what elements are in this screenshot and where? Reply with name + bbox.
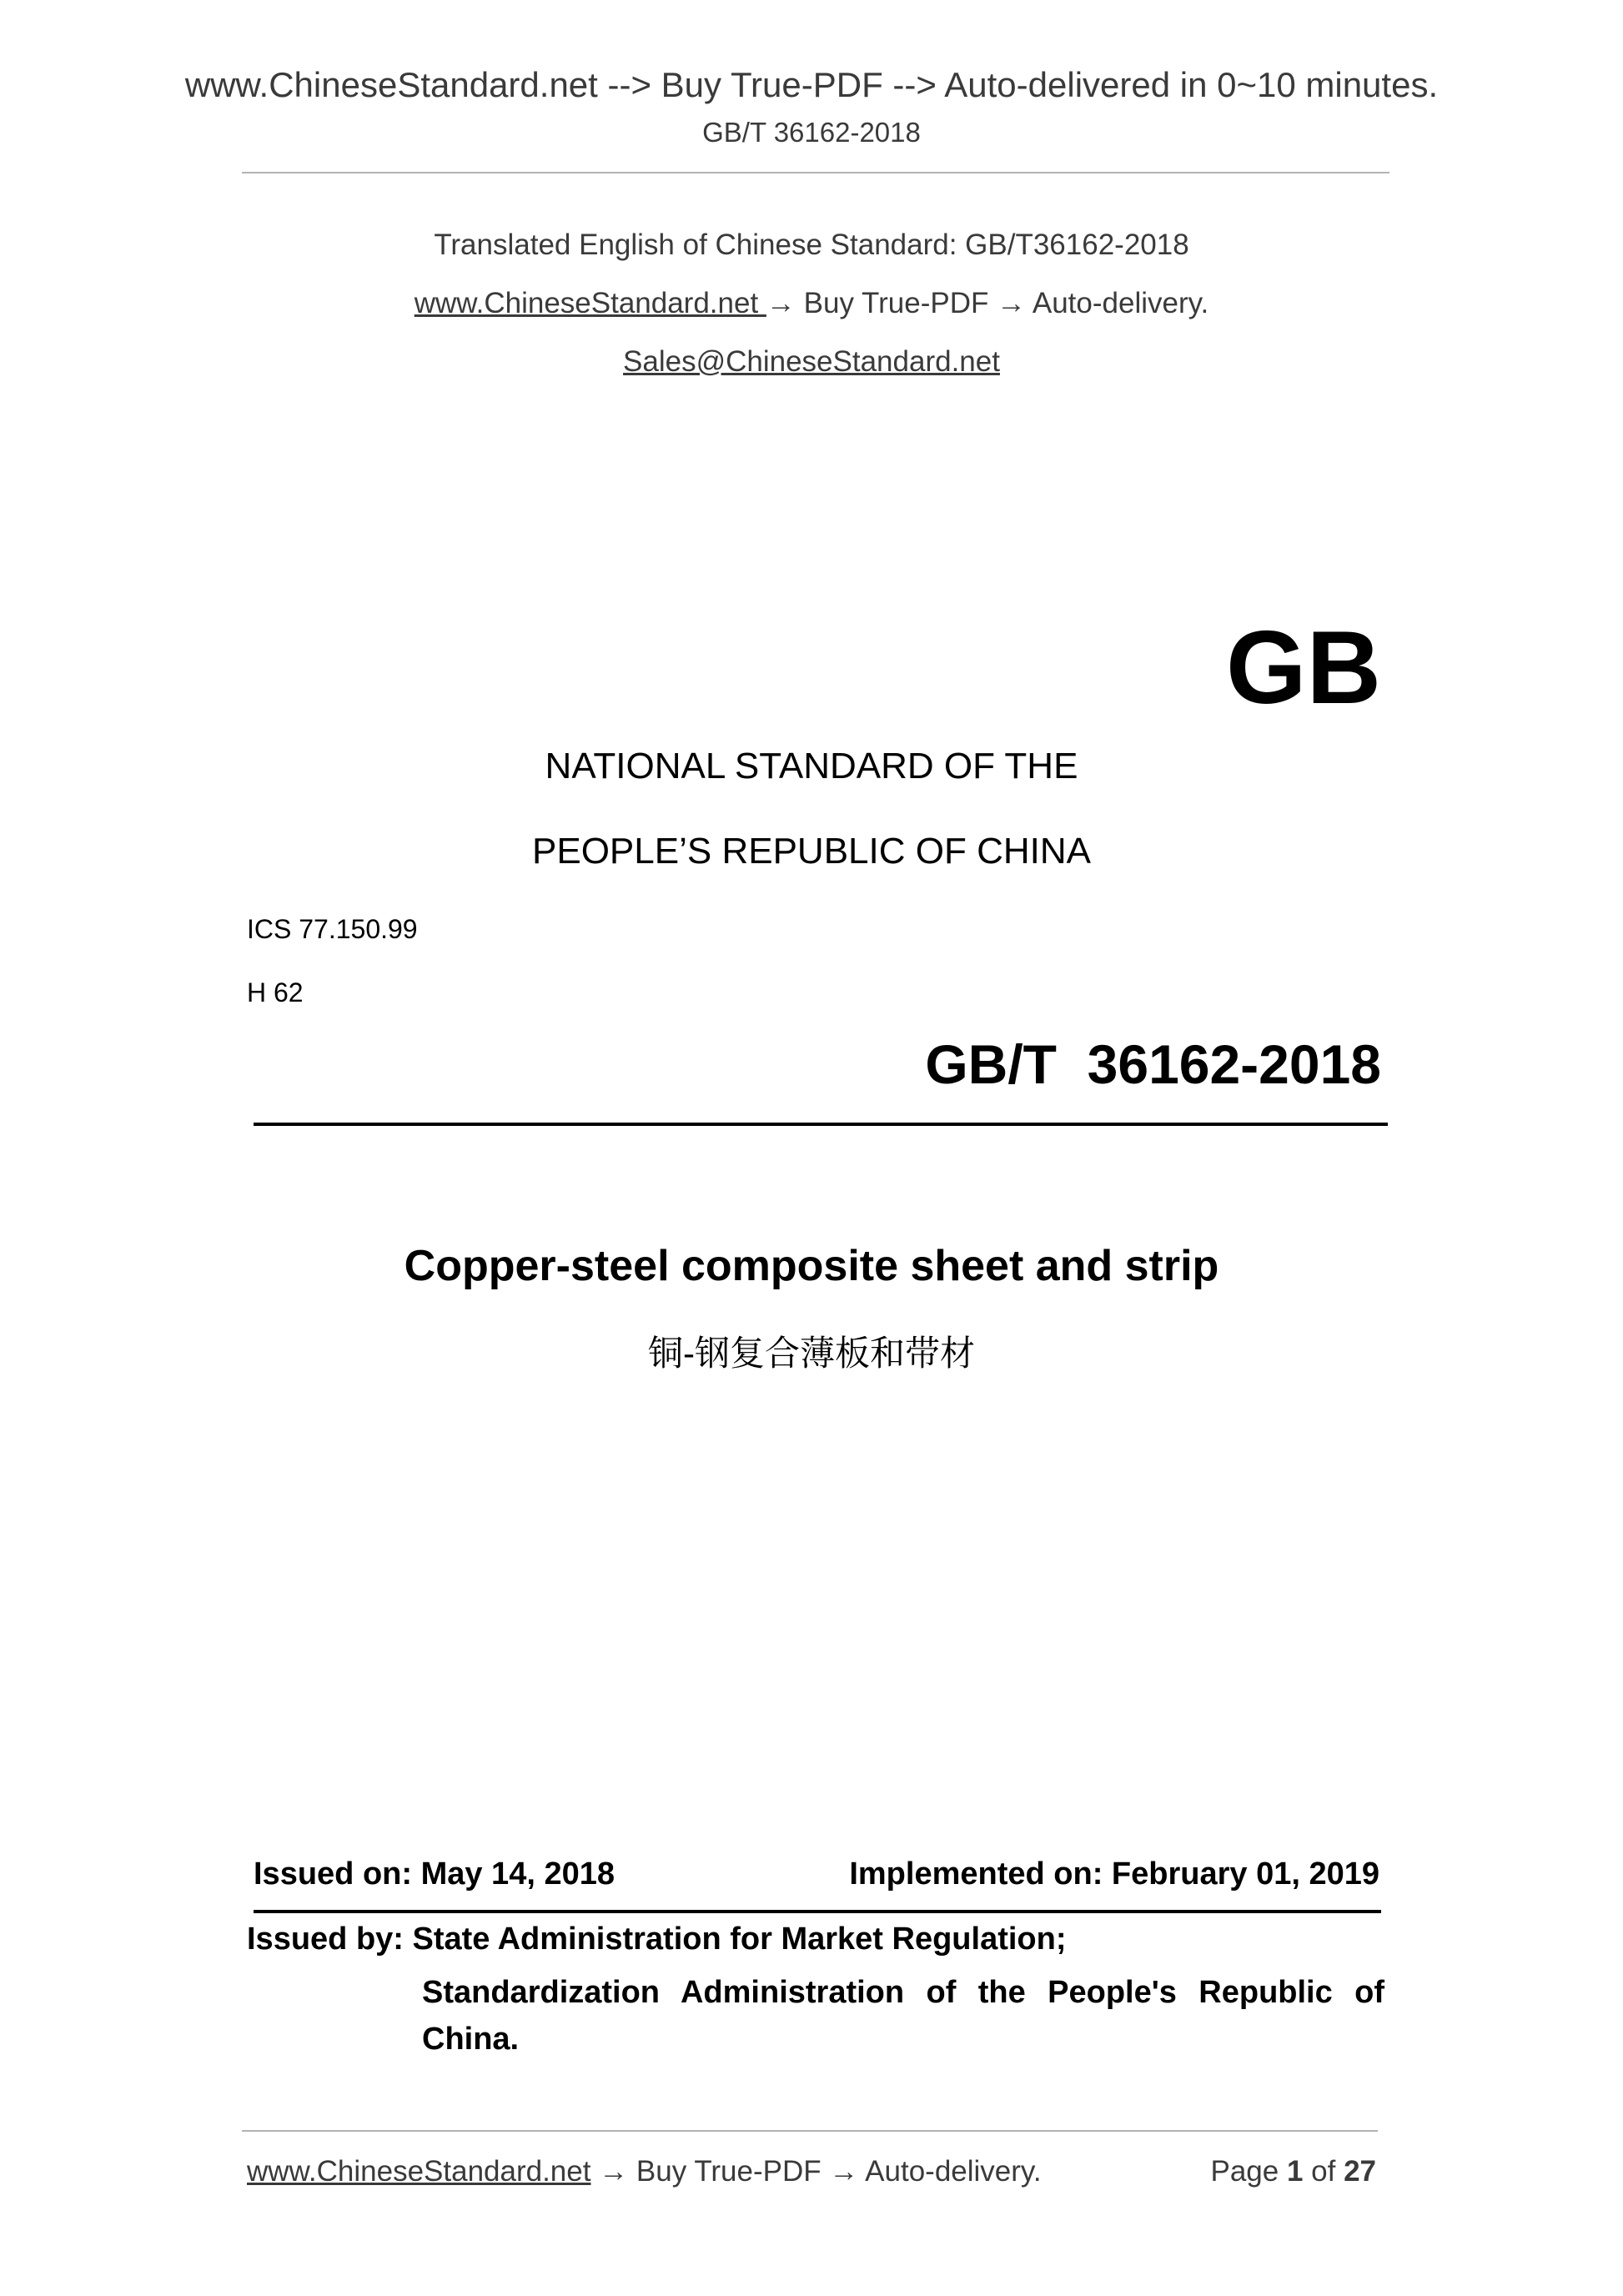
page-current: 1: [1286, 2155, 1304, 2188]
document-title-en: Copper-steel composite sheet and strip: [404, 1242, 1219, 1290]
translated-notice: Translated English of Chinese Standard: GB/T36162-2018: [434, 229, 1189, 261]
title-divider: [254, 1123, 1388, 1126]
top-banner: www.ChineseStandard.net --> Buy True-PDF --> Auto-delivered in 0~10 minutes.: [184, 65, 1439, 104]
site-link[interactable]: www.ChineseStandard.net: [414, 287, 766, 319]
header-divider: [242, 172, 1389, 173]
standard-number: GB/T 36162-2018: [925, 1033, 1381, 1095]
issued-by-second-authority: Standardization Administration of the People's Republic of: [422, 1975, 1384, 2010]
footer-delivery-text: Auto-delivery.: [858, 2155, 1042, 2188]
issued-by: Issued by: State Administration for Market Regulation;: [247, 1922, 1067, 1957]
footer-promo: [247, 2155, 1042, 2188]
h-code: H 62: [247, 977, 304, 1007]
ics-code: ICS 77.150.99: [247, 914, 418, 944]
implemented-on: Implemented on: February 01, 2019: [849, 1856, 1379, 1892]
footer-site-link[interactable]: www.ChineseStandard.net: [247, 2155, 591, 2188]
page-of: of: [1303, 2155, 1344, 2188]
buy-text: Buy True-PDF: [795, 287, 997, 319]
page-indicator: [1210, 2155, 1376, 2188]
issued-by-second-authority-end: China.: [422, 2022, 520, 2057]
page-total: 27: [1344, 2155, 1376, 2188]
delivery-text: Auto-delivery.: [1026, 287, 1209, 319]
document-title-zh: 铜-钢复合薄板和带材: [648, 1334, 975, 1373]
sales-email-link[interactable]: Sales@ChineseStandard.net: [623, 345, 1000, 378]
arrow-right-icon: →: [766, 287, 796, 319]
header-standard-code: GB/T 36162-2018: [702, 117, 921, 148]
page-label: Page: [1210, 2155, 1287, 2188]
national-standard-line-1: NATIONAL STANDARD OF THE: [545, 746, 1078, 786]
arrow-right-icon: →: [590, 2155, 636, 2188]
arrow-right-icon: →: [997, 287, 1027, 319]
arrow-right-icon: →: [829, 2155, 859, 2188]
issuance-divider: [254, 1910, 1381, 1913]
issued-on: Issued on: May 14, 2018: [254, 1856, 615, 1892]
footer-buy-text: Buy True-PDF: [636, 2155, 830, 2188]
promo-line: [0, 287, 1623, 320]
gb-mark: GB: [1226, 610, 1381, 726]
sales-line: [0, 345, 1623, 379]
footer-divider: [242, 2130, 1378, 2132]
national-standard-line-2: PEOPLE’S REPUBLIC OF CHINA: [532, 831, 1091, 872]
